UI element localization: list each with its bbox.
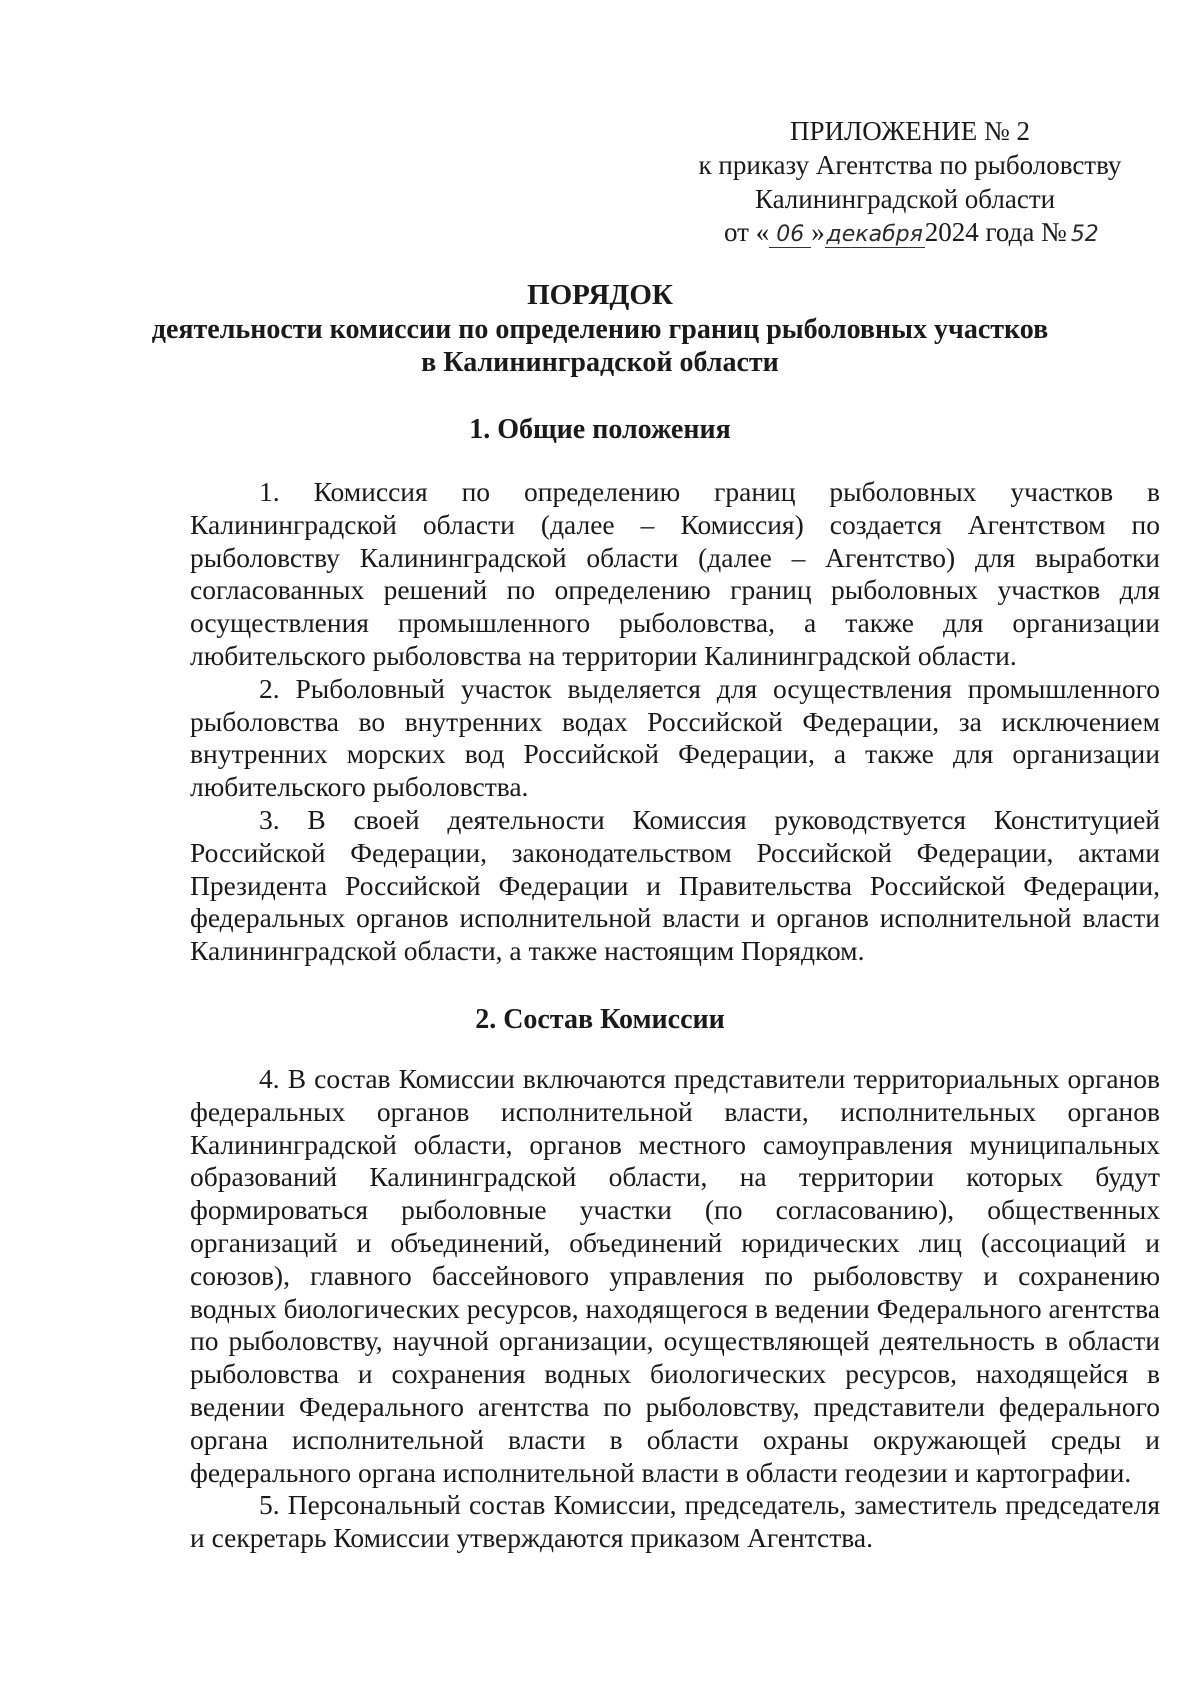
document-subtitle-line2: в Калининградской области [421,347,779,378]
paragraph-4: 4. В состав Комиссии включаются представители территориальных органов федеральных органов исполнительной власти, исполнительных органов Калининградской области, органов местного самоуправления муниципальных образований Калининградской области, на территории которых будут формироваться рыболовные участки (по согласованию), общественных организаций и объединений, объединений юридических лиц (ассоциаций и союзов), главного бассейнового управления по рыболовству и сохранению водных биологических ресурсов, находящегося в ведении Федерального агентства по рыболовству, научной организации, осуществляющей деятельность в области рыболовства и сохранения водных биологических ресурсов, находящейся в ведении Федерального агентства по рыболовству, представители федерального органа исполнительной власти в области охраны окружающей среды и федерального органа исполнительной власти в области геодезии и картографии. [190,1063,1160,1488]
date-quote-close: » [811,217,825,247]
date-prefix: от « [724,217,770,247]
appendix-title: ПРИЛОЖЕНИЕ № 2 [789,116,1031,146]
handwritten-month: декабря [826,222,923,247]
section-heading-composition: 2. Состав Комиссии [475,1004,725,1035]
handwritten-order-number: 52 [1070,222,1099,247]
section-body-general [190,476,1160,968]
section-heading-general: 1. Общие положения [469,414,731,445]
date-year: 2024 года № [924,217,1067,247]
appendix-region: Калининградской области [754,184,1056,214]
section-body-composition [190,1063,1160,1555]
paragraph-1: 1. Комиссия по определению границ рыболовных участков в Калининградской области (далее – Комиссия) создается Агентством по рыболовству Калининградской области (далее – Агентство) для выработки согласованных решений по определению границ рыболовных участков для осуществления промышленного рыболовства, а также для организации любительского рыболовства на территории Калининградской области. [190,476,1160,671]
order-date-line [724,217,1103,248]
document-title: ПОРЯДОК [527,279,673,311]
handwritten-day: 06 [769,222,811,248]
paragraph-3: 3. В своей деятельности Комиссия руководствуется Конституцией Российской Федерации, законодательством Российской Федерации, актами Президента Российской Федерации и Правительства Российской Федерации, федеральных органов исполнительной власти и органов исполнительной власти Калининградской области, а также настоящим Порядком. [190,803,1160,967]
document-subtitle-line1: деятельности комиссии по определению границ рыболовных участков [151,314,1049,345]
appendix-order-reference: к приказу Агентства по рыболовству [698,150,1122,180]
paragraph-5: 5. Персональный состав Комиссии, председатель, заместитель председателя и секретарь Комиссии утверждаются приказом Агентства. [190,1489,1160,1554]
paragraph-2: 2. Рыболовный участок выделяется для осуществления промышленного рыболовства во внутренних водах Российской Федерации, за исключением внутренних морских вод Российской Федерации, а также для организации любительского рыболовства. [190,672,1160,803]
